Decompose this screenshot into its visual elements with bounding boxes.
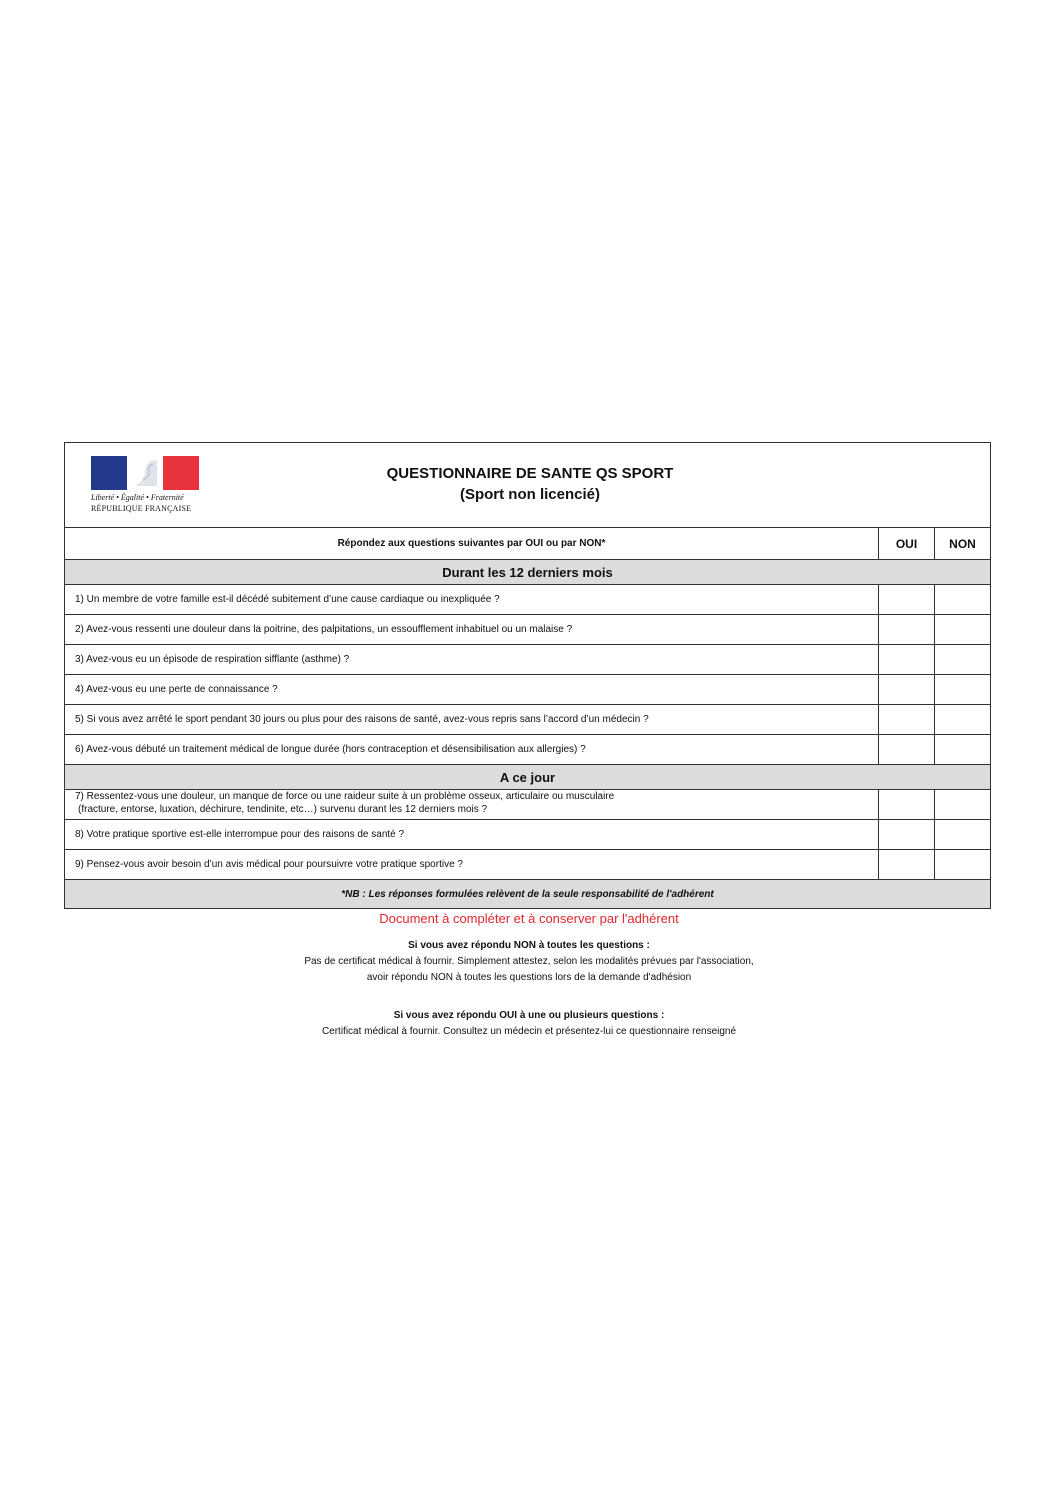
title-line-1: QUESTIONNAIRE DE SANTE QS SPORT bbox=[386, 465, 674, 482]
no-checkbox[interactable] bbox=[934, 735, 990, 764]
yes-checkbox[interactable] bbox=[878, 675, 934, 704]
no-column-header: NON bbox=[934, 528, 990, 559]
question-row-5 bbox=[65, 705, 990, 735]
yes-checkbox[interactable] bbox=[878, 645, 934, 674]
yes-column-header: OUI bbox=[878, 528, 934, 559]
yes-checkbox[interactable] bbox=[878, 585, 934, 614]
no-checkbox[interactable] bbox=[934, 585, 990, 614]
info-no-line-2: avoir répondu NON à toutes les questions lors de la demande d'adhésion bbox=[366, 972, 692, 983]
form-title bbox=[325, 463, 735, 505]
question-row-7 bbox=[65, 790, 990, 820]
question-text: 3) Avez-vous eu un épisode de respiration sifflante (asthme) ? bbox=[75, 654, 350, 665]
question-row-8 bbox=[65, 820, 990, 850]
question-text: 5) Si vous avez arrêté le sport pendant 30 jours ou plus pour des raisons de santé, avez-vous repris sans l’accord d’un médecin ? bbox=[75, 714, 649, 725]
info-yes-heading: Si vous avez répondu OUI à une ou plusieurs questions : bbox=[393, 1010, 665, 1021]
question-text: 6) Avez-vous débuté un traitement médical de longue durée (hors contraception et désensibilisation aux allergies) ? bbox=[75, 744, 586, 755]
section-header-today: A ce jour bbox=[65, 765, 990, 790]
no-checkbox[interactable] bbox=[934, 675, 990, 704]
logo-republic-text: RÉPUBLIQUE FRANÇAISE bbox=[91, 504, 192, 513]
yes-checkbox[interactable] bbox=[878, 850, 934, 879]
question-row-9 bbox=[65, 850, 990, 880]
question-row-6 bbox=[65, 735, 990, 765]
question-row-4 bbox=[65, 675, 990, 705]
no-checkbox[interactable] bbox=[934, 850, 990, 879]
info-yes-line-1: Certificat médical à fournir. Consultez un médecin et présentez-lui ce questionnaire renseigné bbox=[321, 1026, 737, 1037]
yes-checkbox[interactable] bbox=[878, 790, 934, 819]
question-text: 1) Un membre de votre famille est-il décédé subitement d’une cause cardiaque ou inexpliquée ? bbox=[75, 594, 500, 605]
question-row-3 bbox=[65, 645, 990, 675]
yes-checkbox[interactable] bbox=[878, 705, 934, 734]
question-text: 9) Pensez-vous avoir besoin d’un avis médical pour poursuivre votre pratique sportive ? bbox=[75, 859, 463, 870]
question-text: 8) Votre pratique sportive est-elle interrompue pour des raisons de santé ? bbox=[75, 829, 405, 840]
french-flag-icon bbox=[91, 456, 199, 490]
question-text: 2) Avez-vous ressenti une douleur dans la poitrine, des palpitations, un essoufflement inhabituel ou un malaise ? bbox=[75, 624, 573, 635]
republique-francaise-logo bbox=[91, 456, 201, 516]
no-checkbox[interactable] bbox=[934, 615, 990, 644]
table-header-row bbox=[65, 528, 990, 560]
title-line-2: (Sport non licencié) bbox=[459, 486, 600, 503]
form-header bbox=[65, 443, 990, 528]
health-questionnaire-form bbox=[64, 442, 991, 909]
nb-footnote: *NB : Les réponses formulées relèvent de la seule responsabilité de l'adhérent bbox=[65, 880, 990, 908]
instruction-text: Répondez aux questions suivantes par OUI ou par NON* bbox=[337, 538, 606, 549]
question-7-line-1: 7) Ressentez-vous une douleur, un manque de force ou une raideur suite à un problème osseux, articulaire ou musculaire bbox=[75, 791, 615, 802]
question-row-1 bbox=[65, 585, 990, 615]
info-no-answers bbox=[0, 938, 1058, 986]
completion-note: Document à compléter et à conserver par l'adhérent bbox=[379, 911, 679, 926]
yes-checkbox[interactable] bbox=[878, 735, 934, 764]
info-no-heading: Si vous avez répondu NON à toutes les questions : bbox=[408, 940, 650, 951]
question-text: 4) Avez-vous eu une perte de connaissance ? bbox=[75, 684, 278, 695]
section-header-12-months: Durant les 12 derniers mois bbox=[65, 560, 990, 585]
no-checkbox[interactable] bbox=[934, 645, 990, 674]
yes-checkbox[interactable] bbox=[878, 615, 934, 644]
no-checkbox[interactable] bbox=[934, 705, 990, 734]
no-checkbox[interactable] bbox=[934, 820, 990, 849]
question-7-line-2: (fracture, entorse, luxation, déchirure, tendinite, etc…) survenu durant les 12 derniers mois ? bbox=[78, 804, 488, 815]
question-text bbox=[65, 790, 878, 819]
logo-motto: Liberté • Égalité • Fraternité bbox=[91, 493, 184, 502]
info-yes-answers bbox=[0, 1008, 1058, 1040]
question-row-2 bbox=[65, 615, 990, 645]
yes-checkbox[interactable] bbox=[878, 820, 934, 849]
info-no-line-1: Pas de certificat médical à fournir. Simplement attestez, selon les modalités prévues par l'association, bbox=[304, 956, 754, 967]
no-checkbox[interactable] bbox=[934, 790, 990, 819]
